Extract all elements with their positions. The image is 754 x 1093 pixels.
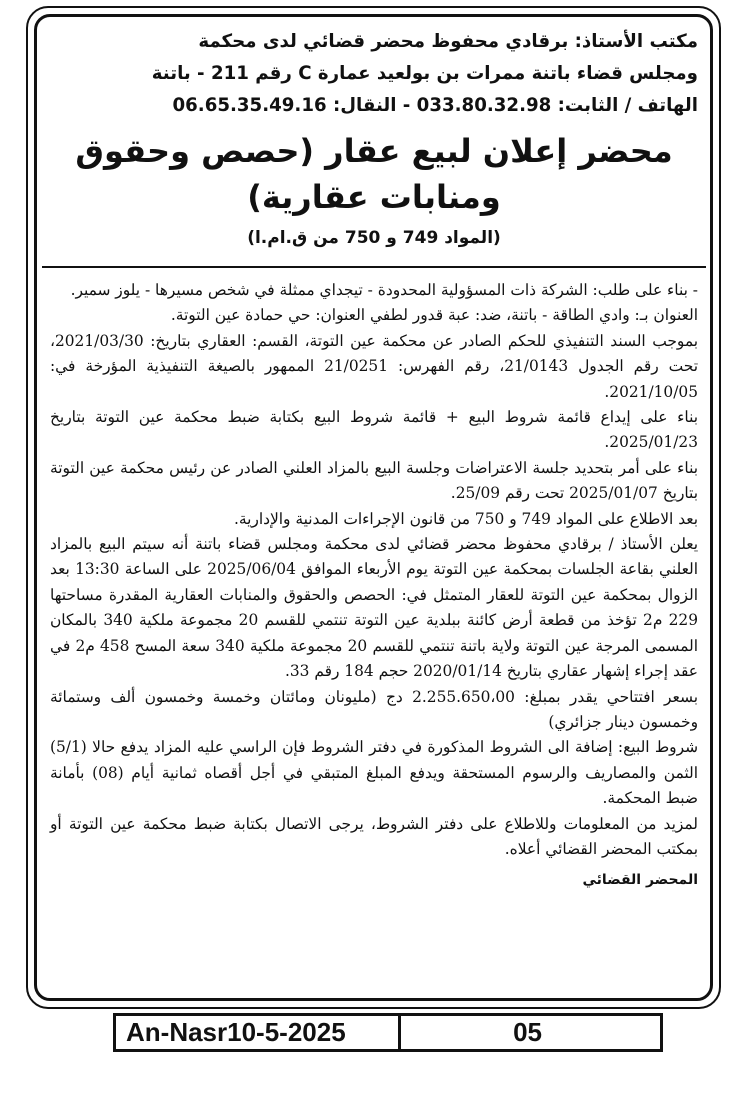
notice-title bbox=[50, 128, 698, 220]
paragraph-judgment: بموجب السند التنفيذي للحكم الصادر عن محكمة عين التوتة، القسم: العقاري بتاريخ: 2021/03/30، تحت رقم الجدول 21/0143، رقم الفهرس: 21/0251 الممهور بالصيغة التنفيذية المؤرخة في: 2021/10/05. bbox=[50, 331, 698, 401]
footer-divider bbox=[398, 1016, 401, 1049]
legal-articles: (المواد 749 و 750 من ق.ام.ا) bbox=[247, 228, 501, 248]
notice-title-line-1: محضر إعلان لبيع عقار (حصص وحقوق bbox=[75, 132, 673, 170]
paragraph-sale-conditions: شروط البيع: إضافة الى الشروط المذكورة في دفتر الشروط فإن الراسي عليه المزاد يدفع حالا (5/1) الثمن والمصاريف والرسوم المستحقة ويدفع المبلغ المتبقي في أجل أقصاه ثمانية أيام (08) بأمانة ضبط المحكمة. bbox=[50, 738, 698, 808]
paragraph-filing: بناء على إيداع قائمة شروط البيع + قائمة شروط البيع بكتابة ضبط محكمة عين التوتة بتاريخ 2025/01/23. bbox=[50, 408, 698, 452]
signature: المحضر القضائي bbox=[582, 872, 698, 889]
notice-body bbox=[50, 278, 698, 862]
paragraph-order: بناء على أمر بتحديد جلسة الاعتراضات وجلسة البيع بالمزاد العلني الصادر عن رئيس محكمة عين التوتة بتاريخ 2025/01/07 تحت رقم 25/09. bbox=[50, 458, 698, 503]
header-divider bbox=[42, 266, 706, 268]
notice-content bbox=[50, 26, 698, 888]
publication-date: An-Nasr10-5-2025 bbox=[126, 1017, 346, 1047]
publication-footer bbox=[113, 1013, 663, 1052]
office-header bbox=[50, 26, 698, 122]
paragraph-requester: - بناء على طلب: الشركة ذات المسؤولية المحدودة - تيجداي ممثلة في شخص مسيرها - يلوز سمير. bbox=[70, 281, 698, 299]
paragraph-announcement: يعلن الأستاذ / برقادي محفوظ محضر قضائي لدى محكمة ومجلس قضاء باتنة أنه سيتم البيع بالمزاد العلني بقاعة الجلسات بمحكمة عين التوتة يوم الأربعاء الموافق 2025/06/04 على الساعة 13:30 بعد الزوال بمحكمة عين التوتة للعقار المتمثل في: الحصص والحقوق والمنابات العقارية المقدرة مساحتها 229 م2 تؤخذ من قطعة أرض كائنة ببلدية عين التوتة تنتمي للقسم 20 مجموعة ملكية 340 بالمكان المسمى المرجة عين التوتة ولاية باتنة تنتمي للقسم 20 مجموعة ملكية 340 سعة المسح 458 م2 في عقد إجراء إشهار عقاري بتاريخ 2020/01/14 حجم 184 رقم 33. bbox=[50, 535, 699, 681]
paragraph-contact: لمزيد من المعلومات وللاطلاع على دفتر الشروط، يرجى الاتصال بكتابة ضبط محكمة عين التوتة أو بمكتب المحضر القضائي أعلاه. bbox=[50, 814, 698, 858]
paragraph-articles: بعد الاطلاع على المواد 749 و 750 من قانون الإجراءات المدنية والإدارية. bbox=[233, 509, 698, 528]
office-line-2: ومجلس قضاء باتنة ممرات بن بولعيد عمارة C رقم 211 - باتنة bbox=[151, 63, 698, 84]
paragraph-opening-price: بسعر افتتاحي يقدر بمبلغ: 2.255.650،00 دج (مليونان ومائتان وخمسة وخمسون ألف وستمائة وخمسون دينار جزائري) bbox=[50, 687, 698, 731]
notice-title-line-2: ومنابات عقارية) bbox=[247, 178, 501, 216]
page-number: 05 bbox=[513, 1017, 542, 1047]
office-phones: الهاتف / الثابت: 033.80.32.98 - النقال: 06.65.35.49.16 bbox=[172, 95, 698, 116]
office-line-1: مكتب الأستاذ: برقادي محفوظ محضر قضائي لدى محكمة bbox=[198, 31, 698, 52]
paragraph-addresses: العنوان بـ: وادي الطاقة - باتنة، ضد: عبة قدور لطفي العنوان: حي حمادة عين التوتة. bbox=[170, 306, 698, 325]
